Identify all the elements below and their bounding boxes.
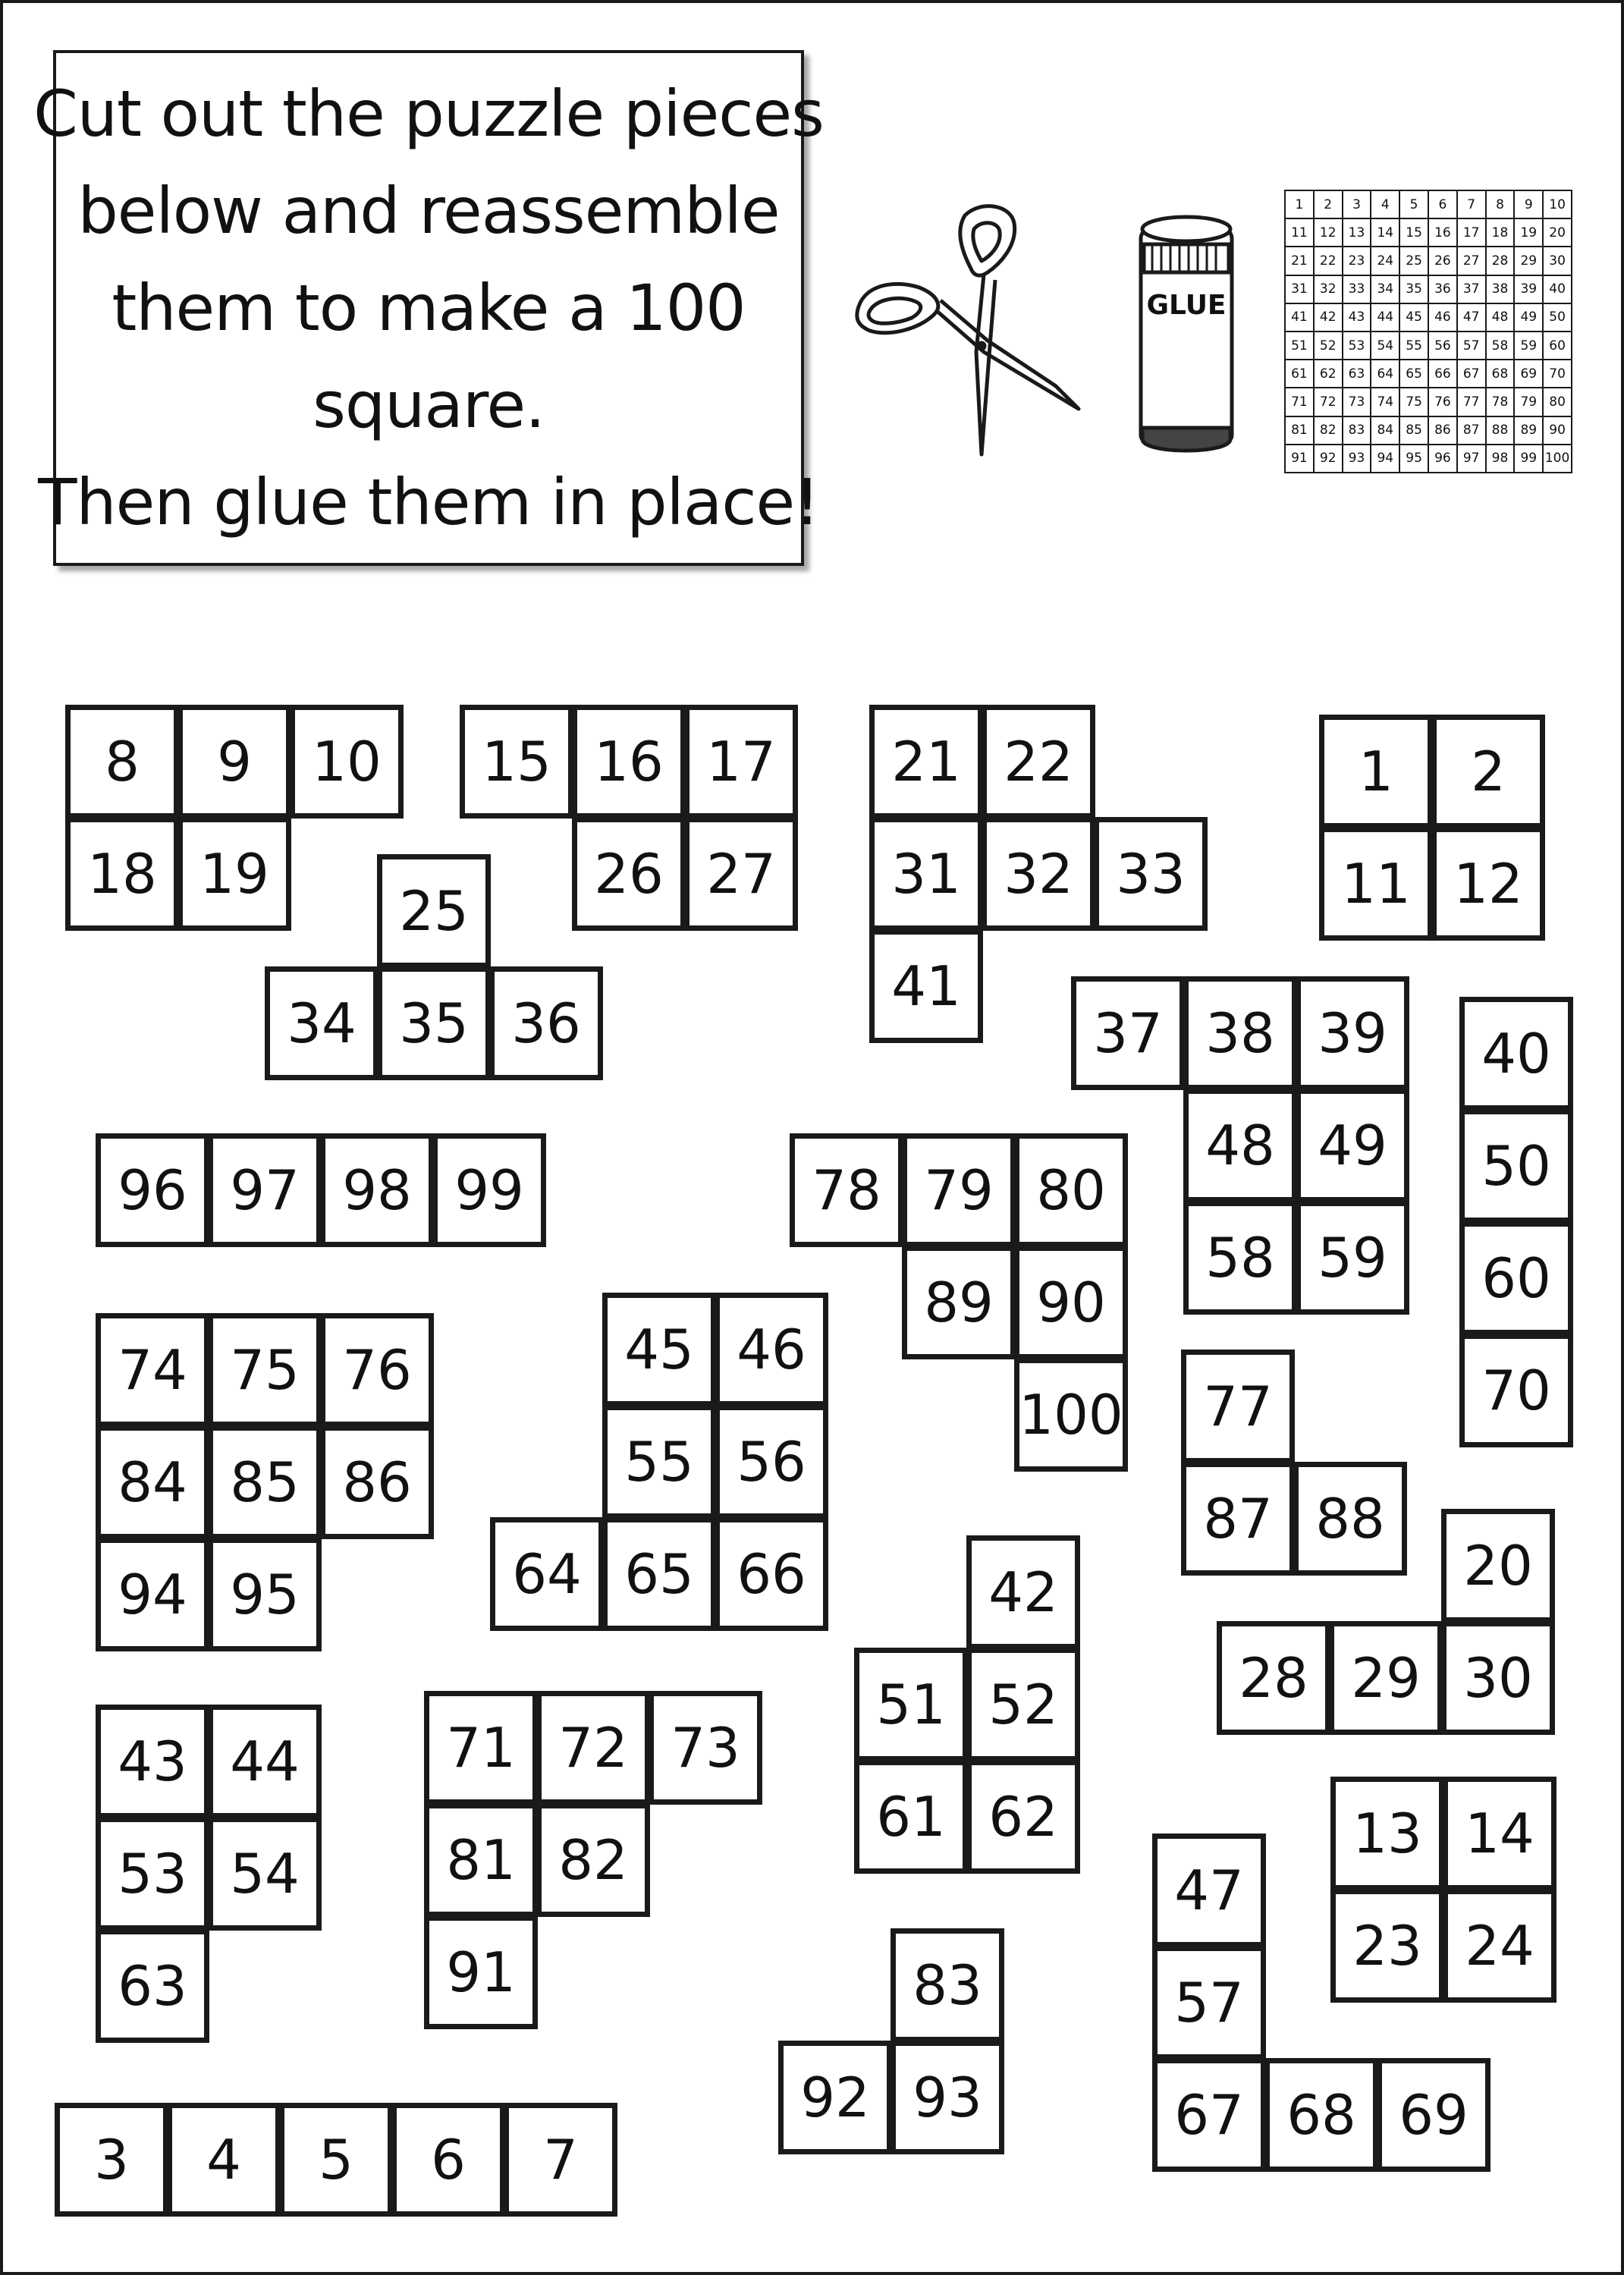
puzzle-cell: 19 <box>177 817 291 931</box>
hundred-square-cell: 61 <box>1285 360 1314 388</box>
hundred-square-cell: 47 <box>1457 303 1486 332</box>
puzzle-cell: 76 <box>320 1313 434 1427</box>
puzzle-cell: 63 <box>96 1929 209 2043</box>
hundred-square-cell: 36 <box>1428 275 1457 303</box>
hundred-square-cell: 4 <box>1371 190 1399 218</box>
instructions-box <box>33 50 824 566</box>
hundred-square-cell: 11 <box>1285 218 1314 247</box>
puzzle-cell: 48 <box>1183 1089 1297 1202</box>
puzzle-cell: 99 <box>432 1133 546 1247</box>
puzzle-cell: 32 <box>982 817 1095 931</box>
puzzle-cell: 97 <box>208 1133 322 1247</box>
hundred-square-cell: 98 <box>1486 445 1515 473</box>
puzzle-cell: 64 <box>490 1517 604 1631</box>
puzzle-cell: 16 <box>572 705 686 819</box>
scissors-icon <box>851 200 1101 458</box>
hundred-square-cell: 57 <box>1457 332 1486 360</box>
puzzle-cell: 24 <box>1443 1889 1556 2003</box>
hundred-square-cell: 39 <box>1514 275 1543 303</box>
puzzle-cell: 53 <box>96 1817 209 1931</box>
hundred-square-cell: 58 <box>1486 332 1515 360</box>
hundred-square-cell: 30 <box>1543 247 1572 275</box>
puzzle-cell: 15 <box>460 705 573 819</box>
hundred-square-row <box>1285 275 1572 303</box>
puzzle-cell: 69 <box>1377 2058 1490 2172</box>
hundred-square-cell: 21 <box>1285 247 1314 275</box>
puzzle-cell: 10 <box>290 705 404 819</box>
hundred-square-row <box>1285 445 1572 473</box>
hundred-square-cell: 10 <box>1543 190 1572 218</box>
hundred-square-cell: 33 <box>1343 275 1371 303</box>
puzzle-cell: 94 <box>96 1538 209 1651</box>
puzzle-cell: 5 <box>279 2103 393 2217</box>
hundred-square-cell: 77 <box>1457 388 1486 416</box>
hundred-square-cell: 81 <box>1285 416 1314 445</box>
puzzle-cell: 55 <box>602 1405 716 1519</box>
puzzle-cell: 81 <box>424 1803 538 1917</box>
hundred-square-cell: 66 <box>1428 360 1457 388</box>
hundred-square-cell: 87 <box>1457 416 1486 445</box>
puzzle-cell: 26 <box>572 817 686 931</box>
puzzle-cell: 47 <box>1152 1834 1266 1947</box>
puzzle-cell: 49 <box>1296 1089 1409 1202</box>
hundred-square-cell: 86 <box>1428 416 1457 445</box>
puzzle-cell: 96 <box>96 1133 209 1247</box>
puzzle-cell: 45 <box>602 1293 716 1406</box>
hundred-square-cell: 43 <box>1343 303 1371 332</box>
puzzle-cell: 33 <box>1094 817 1208 931</box>
hundred-square-cell: 28 <box>1486 247 1515 275</box>
hundred-square-cell: 26 <box>1428 247 1457 275</box>
puzzle-cell: 21 <box>869 705 983 819</box>
hundred-square-cell: 5 <box>1399 190 1428 218</box>
hundred-square-cell: 16 <box>1428 218 1457 247</box>
puzzle-cell: 67 <box>1152 2058 1266 2172</box>
puzzle-cell: 62 <box>966 1760 1080 1874</box>
hundred-square-cell: 32 <box>1314 275 1343 303</box>
instruction-line: them to make a 100 <box>112 271 746 345</box>
puzzle-cell: 30 <box>1441 1621 1555 1735</box>
puzzle-cell: 60 <box>1459 1221 1573 1335</box>
hundred-square-cell: 96 <box>1428 445 1457 473</box>
puzzle-cell: 7 <box>504 2103 617 2217</box>
puzzle-cell: 34 <box>265 966 379 1080</box>
hundred-square-cell: 22 <box>1314 247 1343 275</box>
hundred-square-row <box>1285 416 1572 445</box>
hundred-square-cell: 97 <box>1457 445 1486 473</box>
puzzle-cell: 57 <box>1152 1946 1266 2060</box>
puzzle-cell: 38 <box>1183 976 1297 1090</box>
puzzle-cell: 54 <box>208 1817 322 1931</box>
hundred-square-cell: 53 <box>1343 332 1371 360</box>
hundred-square-cell: 65 <box>1399 360 1428 388</box>
instruction-line: square. <box>313 368 545 442</box>
hundred-square-cell: 84 <box>1371 416 1399 445</box>
puzzle-cell: 18 <box>65 817 179 931</box>
puzzle-cell: 88 <box>1293 1462 1407 1576</box>
puzzle-cell: 41 <box>869 929 983 1043</box>
puzzle-cell: 73 <box>649 1691 762 1805</box>
hundred-square-cell: 7 <box>1457 190 1486 218</box>
hundred-square-cell: 73 <box>1343 388 1371 416</box>
puzzle-cell: 90 <box>1014 1246 1128 1359</box>
hundred-square-cell: 70 <box>1543 360 1572 388</box>
hundred-square-cell: 59 <box>1514 332 1543 360</box>
hundred-square-cell: 89 <box>1514 416 1543 445</box>
hundred-square-cell: 25 <box>1399 247 1428 275</box>
hundred-square-cell: 50 <box>1543 303 1572 332</box>
puzzle-cell: 91 <box>424 1915 538 2029</box>
puzzle-cell: 77 <box>1181 1350 1295 1463</box>
hundred-square-cell: 15 <box>1399 218 1428 247</box>
puzzle-cell: 27 <box>684 817 798 931</box>
puzzle-cell: 95 <box>208 1538 322 1651</box>
hundred-square-cell: 55 <box>1399 332 1428 360</box>
puzzle-cell: 56 <box>715 1405 828 1519</box>
instruction-line: below and reassemble <box>77 174 780 248</box>
puzzle-cell: 44 <box>208 1705 322 1818</box>
puzzle-cell: 2 <box>1431 715 1545 828</box>
hundred-square-cell: 99 <box>1514 445 1543 473</box>
hundred-square-cell: 49 <box>1514 303 1543 332</box>
puzzle-cell: 59 <box>1296 1201 1409 1315</box>
hundred-square-cell: 71 <box>1285 388 1314 416</box>
hundred-square-row <box>1285 303 1572 332</box>
puzzle-cell: 72 <box>536 1691 650 1805</box>
puzzle-cell: 75 <box>208 1313 322 1427</box>
hundred-square-cell: 94 <box>1371 445 1399 473</box>
hundred-square-cell: 23 <box>1343 247 1371 275</box>
puzzle-cell: 89 <box>902 1246 1016 1359</box>
puzzle-cell: 20 <box>1441 1509 1555 1623</box>
hundred-square-cell: 14 <box>1371 218 1399 247</box>
puzzle-cell: 100 <box>1014 1358 1128 1472</box>
puzzle-cell: 39 <box>1296 976 1409 1090</box>
instruction-line: Then glue them in place! <box>38 465 819 539</box>
puzzle-cell: 1 <box>1319 715 1433 828</box>
puzzle-cell: 78 <box>790 1133 903 1247</box>
hundred-square-cell: 8 <box>1486 190 1515 218</box>
puzzle-cell: 42 <box>966 1535 1080 1649</box>
hundred-square-cell: 92 <box>1314 445 1343 473</box>
puzzle-cell: 84 <box>96 1425 209 1539</box>
puzzle-cell: 79 <box>902 1133 1016 1247</box>
puzzle-cell: 74 <box>96 1313 209 1427</box>
puzzle-cell: 61 <box>854 1760 968 1874</box>
hundred-square-cell: 62 <box>1314 360 1343 388</box>
puzzle-cell: 87 <box>1181 1462 1295 1576</box>
puzzle-cell: 8 <box>65 705 179 819</box>
hundred-square-cell: 24 <box>1371 247 1399 275</box>
puzzle-cell: 85 <box>208 1425 322 1539</box>
hundred-square-row <box>1285 218 1572 247</box>
hundred-square-cell: 93 <box>1343 445 1371 473</box>
puzzle-cell: 86 <box>320 1425 434 1539</box>
hundred-square-cell: 34 <box>1371 275 1399 303</box>
hundred-square-cell: 27 <box>1457 247 1486 275</box>
hundred-square-cell: 1 <box>1285 190 1314 218</box>
puzzle-cell: 82 <box>536 1803 650 1917</box>
hundred-square-cell: 31 <box>1285 275 1314 303</box>
puzzle-cell: 50 <box>1459 1109 1573 1223</box>
puzzle-cell: 28 <box>1217 1621 1330 1735</box>
puzzle-cell: 6 <box>391 2103 505 2217</box>
puzzle-cell: 12 <box>1431 827 1545 941</box>
puzzle-cell: 51 <box>854 1648 968 1761</box>
hundred-square-cell: 79 <box>1514 388 1543 416</box>
puzzle-cell: 37 <box>1071 976 1185 1090</box>
hundred-square-cell: 83 <box>1343 416 1371 445</box>
puzzle-cell: 68 <box>1264 2058 1378 2172</box>
hundred-square-cell: 41 <box>1285 303 1314 332</box>
hundred-square-cell: 42 <box>1314 303 1343 332</box>
puzzle-cell: 93 <box>891 2041 1004 2154</box>
hundred-square-cell: 18 <box>1486 218 1515 247</box>
hundred-square-cell: 75 <box>1399 388 1428 416</box>
hundred-square-cell: 17 <box>1457 218 1486 247</box>
puzzle-cell: 80 <box>1014 1133 1128 1247</box>
hundred-square-cell: 37 <box>1457 275 1486 303</box>
puzzle-cell: 13 <box>1330 1777 1444 1890</box>
hundred-square-cell: 82 <box>1314 416 1343 445</box>
puzzle-cell: 25 <box>377 854 491 968</box>
hundred-square-cell: 54 <box>1371 332 1399 360</box>
hundred-square-row <box>1285 332 1572 360</box>
hundred-square-cell: 91 <box>1285 445 1314 473</box>
hundred-square-cell: 63 <box>1343 360 1371 388</box>
hundred-square-cell: 29 <box>1514 247 1543 275</box>
hundred-square-cell: 80 <box>1543 388 1572 416</box>
hundred-square-cell: 44 <box>1371 303 1399 332</box>
puzzle-cell: 83 <box>891 1928 1004 2042</box>
hundred-square-cell: 38 <box>1486 275 1515 303</box>
puzzle-cell: 98 <box>320 1133 434 1247</box>
hundred-square-cell: 69 <box>1514 360 1543 388</box>
hundred-square-cell: 76 <box>1428 388 1457 416</box>
puzzle-cell: 70 <box>1459 1334 1573 1447</box>
hundred-square-cell: 45 <box>1399 303 1428 332</box>
puzzle-cell: 65 <box>602 1517 716 1631</box>
puzzle-cell: 11 <box>1319 827 1433 941</box>
puzzle-cell: 92 <box>778 2041 892 2154</box>
hundred-square-cell: 13 <box>1343 218 1371 247</box>
hundred-square-cell: 48 <box>1486 303 1515 332</box>
hundred-square-row <box>1285 190 1572 218</box>
puzzle-cell: 4 <box>167 2103 281 2217</box>
puzzle-cell: 3 <box>55 2103 168 2217</box>
puzzle-cell: 31 <box>869 817 983 931</box>
glue-label: GLUE <box>1146 290 1227 321</box>
puzzle-cell: 43 <box>96 1705 209 1818</box>
puzzle-cell: 36 <box>489 966 603 1080</box>
hundred-square-cell: 46 <box>1428 303 1457 332</box>
puzzle-cell: 17 <box>684 705 798 819</box>
hundred-square-cell: 52 <box>1314 332 1343 360</box>
puzzle-cell: 23 <box>1330 1889 1444 2003</box>
puzzle-cell: 14 <box>1443 1777 1556 1890</box>
hundred-square-cell: 72 <box>1314 388 1343 416</box>
hundred-square-cell: 60 <box>1543 332 1572 360</box>
hundred-square-cell: 67 <box>1457 360 1486 388</box>
hundred-square-row <box>1285 360 1572 388</box>
hundred-square-cell: 40 <box>1543 275 1572 303</box>
puzzle-cell: 35 <box>377 966 491 1080</box>
hundred-square-cell: 64 <box>1371 360 1399 388</box>
hundred-square-cell: 85 <box>1399 416 1428 445</box>
hundred-square-row <box>1285 247 1572 275</box>
hundred-square-cell: 3 <box>1343 190 1371 218</box>
hundred-square-cell: 95 <box>1399 445 1428 473</box>
hundred-square-cell: 56 <box>1428 332 1457 360</box>
hundred-square-cell: 88 <box>1486 416 1515 445</box>
puzzle-cell: 40 <box>1459 997 1573 1111</box>
instruction-line: Cut out the puzzle pieces <box>33 77 824 151</box>
hundred-square-cell: 19 <box>1514 218 1543 247</box>
puzzle-cell: 46 <box>715 1293 828 1406</box>
hundred-square-cell: 2 <box>1314 190 1343 218</box>
hundred-square-cell: 12 <box>1314 218 1343 247</box>
hundred-square-cell: 9 <box>1514 190 1543 218</box>
hundred-square-cell: 20 <box>1543 218 1572 247</box>
hundred-square-cell: 78 <box>1486 388 1515 416</box>
puzzle-cell: 66 <box>715 1517 828 1631</box>
hundred-square-cell: 68 <box>1486 360 1515 388</box>
puzzle-cell: 9 <box>177 705 291 819</box>
hundred-square-cell: 35 <box>1399 275 1428 303</box>
puzzle-cell: 58 <box>1183 1201 1297 1315</box>
glue-stick-icon <box>1133 208 1239 458</box>
hundred-square-icon <box>1284 190 1572 473</box>
hundred-square-row <box>1285 388 1572 416</box>
hundred-square-cell: 90 <box>1543 416 1572 445</box>
hundred-square-cell: 51 <box>1285 332 1314 360</box>
hundred-square-cell: 74 <box>1371 388 1399 416</box>
puzzle-cell: 52 <box>966 1648 1080 1761</box>
hundred-square-cell: 100 <box>1543 445 1572 473</box>
puzzle-cell: 29 <box>1329 1621 1443 1735</box>
puzzle-cell: 22 <box>982 705 1095 819</box>
puzzle-cell: 71 <box>424 1691 538 1805</box>
hundred-square-cell: 6 <box>1428 190 1457 218</box>
